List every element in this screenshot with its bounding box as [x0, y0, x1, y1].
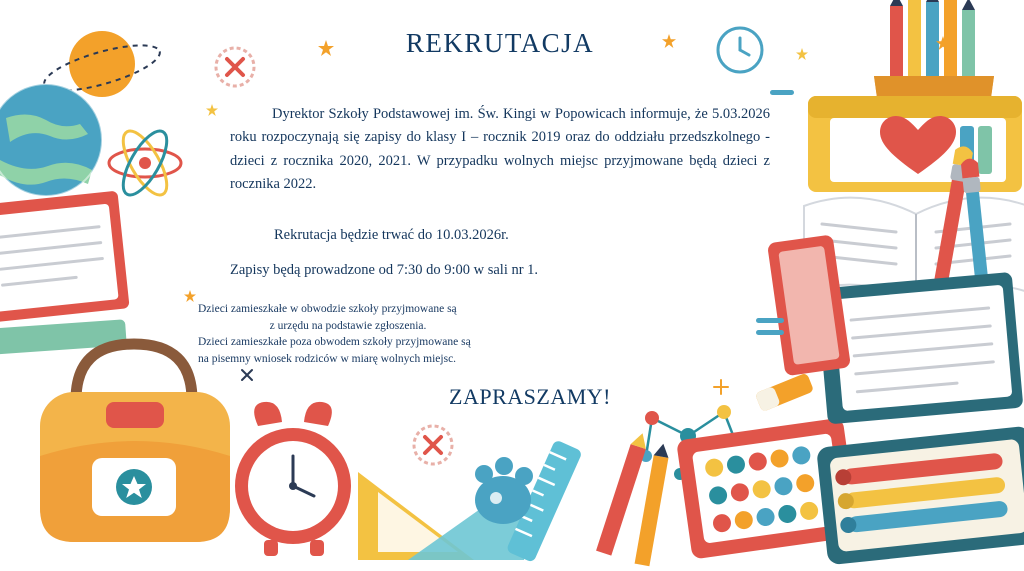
atom-icon [100, 118, 190, 208]
pencil-cup-icon [838, 0, 1024, 200]
registration-hours-line: Zapisy będą prowadzone od 7:30 do 9:00 w sali nr 1. [230, 261, 539, 278]
globe-icon [0, 78, 116, 208]
main-paragraph: Dyrektor Szkoły Podstawowej im. Św. Kingi w Popowicach informuje, że 5.03.2026 roku rozpoczynają się zapisy do klasy I – rocznik 2019 oraz do oddziału przedszkolnego - dzieci z rocznika 2020, 2021. W przypadku wolnych miejsc przyjmowane będą dzieci z rocznika 2022. [230, 106, 770, 193]
notebook-icon [812, 270, 1024, 430]
abacus-icon [676, 416, 866, 566]
paw-icon [458, 448, 548, 538]
ruler-icon [0, 316, 140, 360]
eligibility-note-line-3: Dzieci zamieszkałe poza obwodem szkoły przyjmowane są [198, 336, 471, 349]
recruitment-duration-line: Rekrutacja będzie trwać do 10.03.2026r. [274, 226, 509, 243]
triangle-ruler-icon [348, 452, 538, 571]
star-icon [936, 36, 950, 50]
closing-invitation: ZAPRASZAMY! [449, 383, 611, 409]
paint-brush-icon [900, 150, 1024, 350]
pencil-icon [556, 438, 686, 568]
page-title: REKRUTACJA [405, 28, 595, 58]
eligibility-note-line-2: z urzędu na podstawie zgłoszenia. [269, 319, 427, 332]
books-icon [800, 78, 1024, 208]
eligibility-note-line-1: Dzieci zamieszkałe w obwodzie szkoły przyjmowane są [198, 302, 457, 315]
eligibility-note [198, 301, 498, 368]
poster-text-layer [190, 28, 810, 410]
pencil-icon [588, 446, 718, 571]
markers-icon [818, 418, 1024, 571]
open-book-icon [796, 176, 1024, 306]
alarm-clock-icon [224, 400, 364, 560]
folder-icon [0, 188, 160, 328]
no-entry-icon [410, 422, 456, 468]
planet-icon [36, 16, 166, 126]
ruler-icon [488, 440, 608, 570]
eligibility-note-line-4: na pisemny wniosek rodziców w miarę wolnych miejsc. [198, 352, 457, 365]
